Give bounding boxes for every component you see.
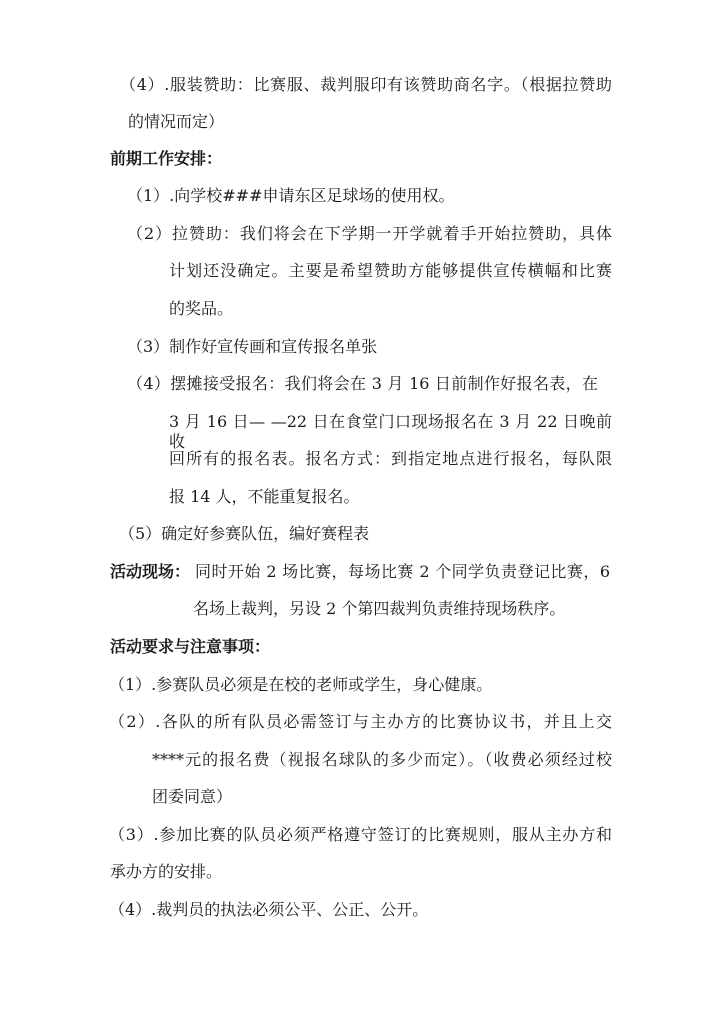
list-item: （3）.参加比赛的队员必须严格遵守签订的比赛规则，服从主办方和 [109,825,612,844]
list-item: （4）摆摊接受报名：我们将会在 3 月 16 日前制作好报名表，在 [127,374,598,393]
list-item: （5）确定好参赛队伍，编好赛程表 [119,524,370,543]
paragraph-line: 的情况而定） [128,112,225,131]
list-item: （2）.各队的所有队员必需签订与主办方的比赛协议书，并且上交 [109,712,612,731]
paragraph-line: 名场上裁判，另设 2 个第四裁判负责维持现场秩序。 [193,599,566,618]
list-item: （3）制作好宣传画和宣传报名单张 [127,337,378,356]
list-item-continuation: 的奖品。 [169,299,234,318]
list-item: （1）.向学校###申请东区足球场的使用权。 [127,186,455,205]
list-item: （1）.参赛队员必须是在校的老师或学生，身心健康。 [109,675,493,694]
list-item: （4）.裁判员的执法必须公平、公正、公开。 [109,900,429,919]
paragraph-line: （4）.服装赞助：比赛服、裁判服印有该赞助商名字。（根据拉赞助 [120,75,612,94]
list-item-continuation: ****元的报名费（视报名球队的多少而定）。（收费必须经过校 [152,750,612,769]
list-item-continuation: 承办方的安排。 [110,862,223,881]
list-item-continuation: 报 14 人，不能重复报名。 [169,487,360,506]
section-heading-onsite: 活动现场： [110,562,191,581]
section-heading-preparation: 前期工作安排： [110,149,223,168]
list-item-continuation: 回所有的报名表。报名方式：到指定地点进行报名，每队限 [169,449,612,468]
paragraph-line: 同时开始 2 场比赛，每场比赛 2 个同学负责登记比赛，6 [195,562,610,581]
list-item-continuation: 3 月 16 日— —22 日在食堂门口现场报名在 3 月 22 日晚前收 [169,412,612,451]
list-item-continuation: 团委同意） [152,787,233,806]
list-item: （2）拉赞助：我们将会在下学期一开学就着手开始拉赞助，具体 [127,224,612,243]
list-item-continuation: 计划还没确定。主要是希望赞助方能够提供宣传横幅和比赛 [169,261,612,280]
section-heading-requirements: 活动要求与注意事项： [110,637,271,656]
